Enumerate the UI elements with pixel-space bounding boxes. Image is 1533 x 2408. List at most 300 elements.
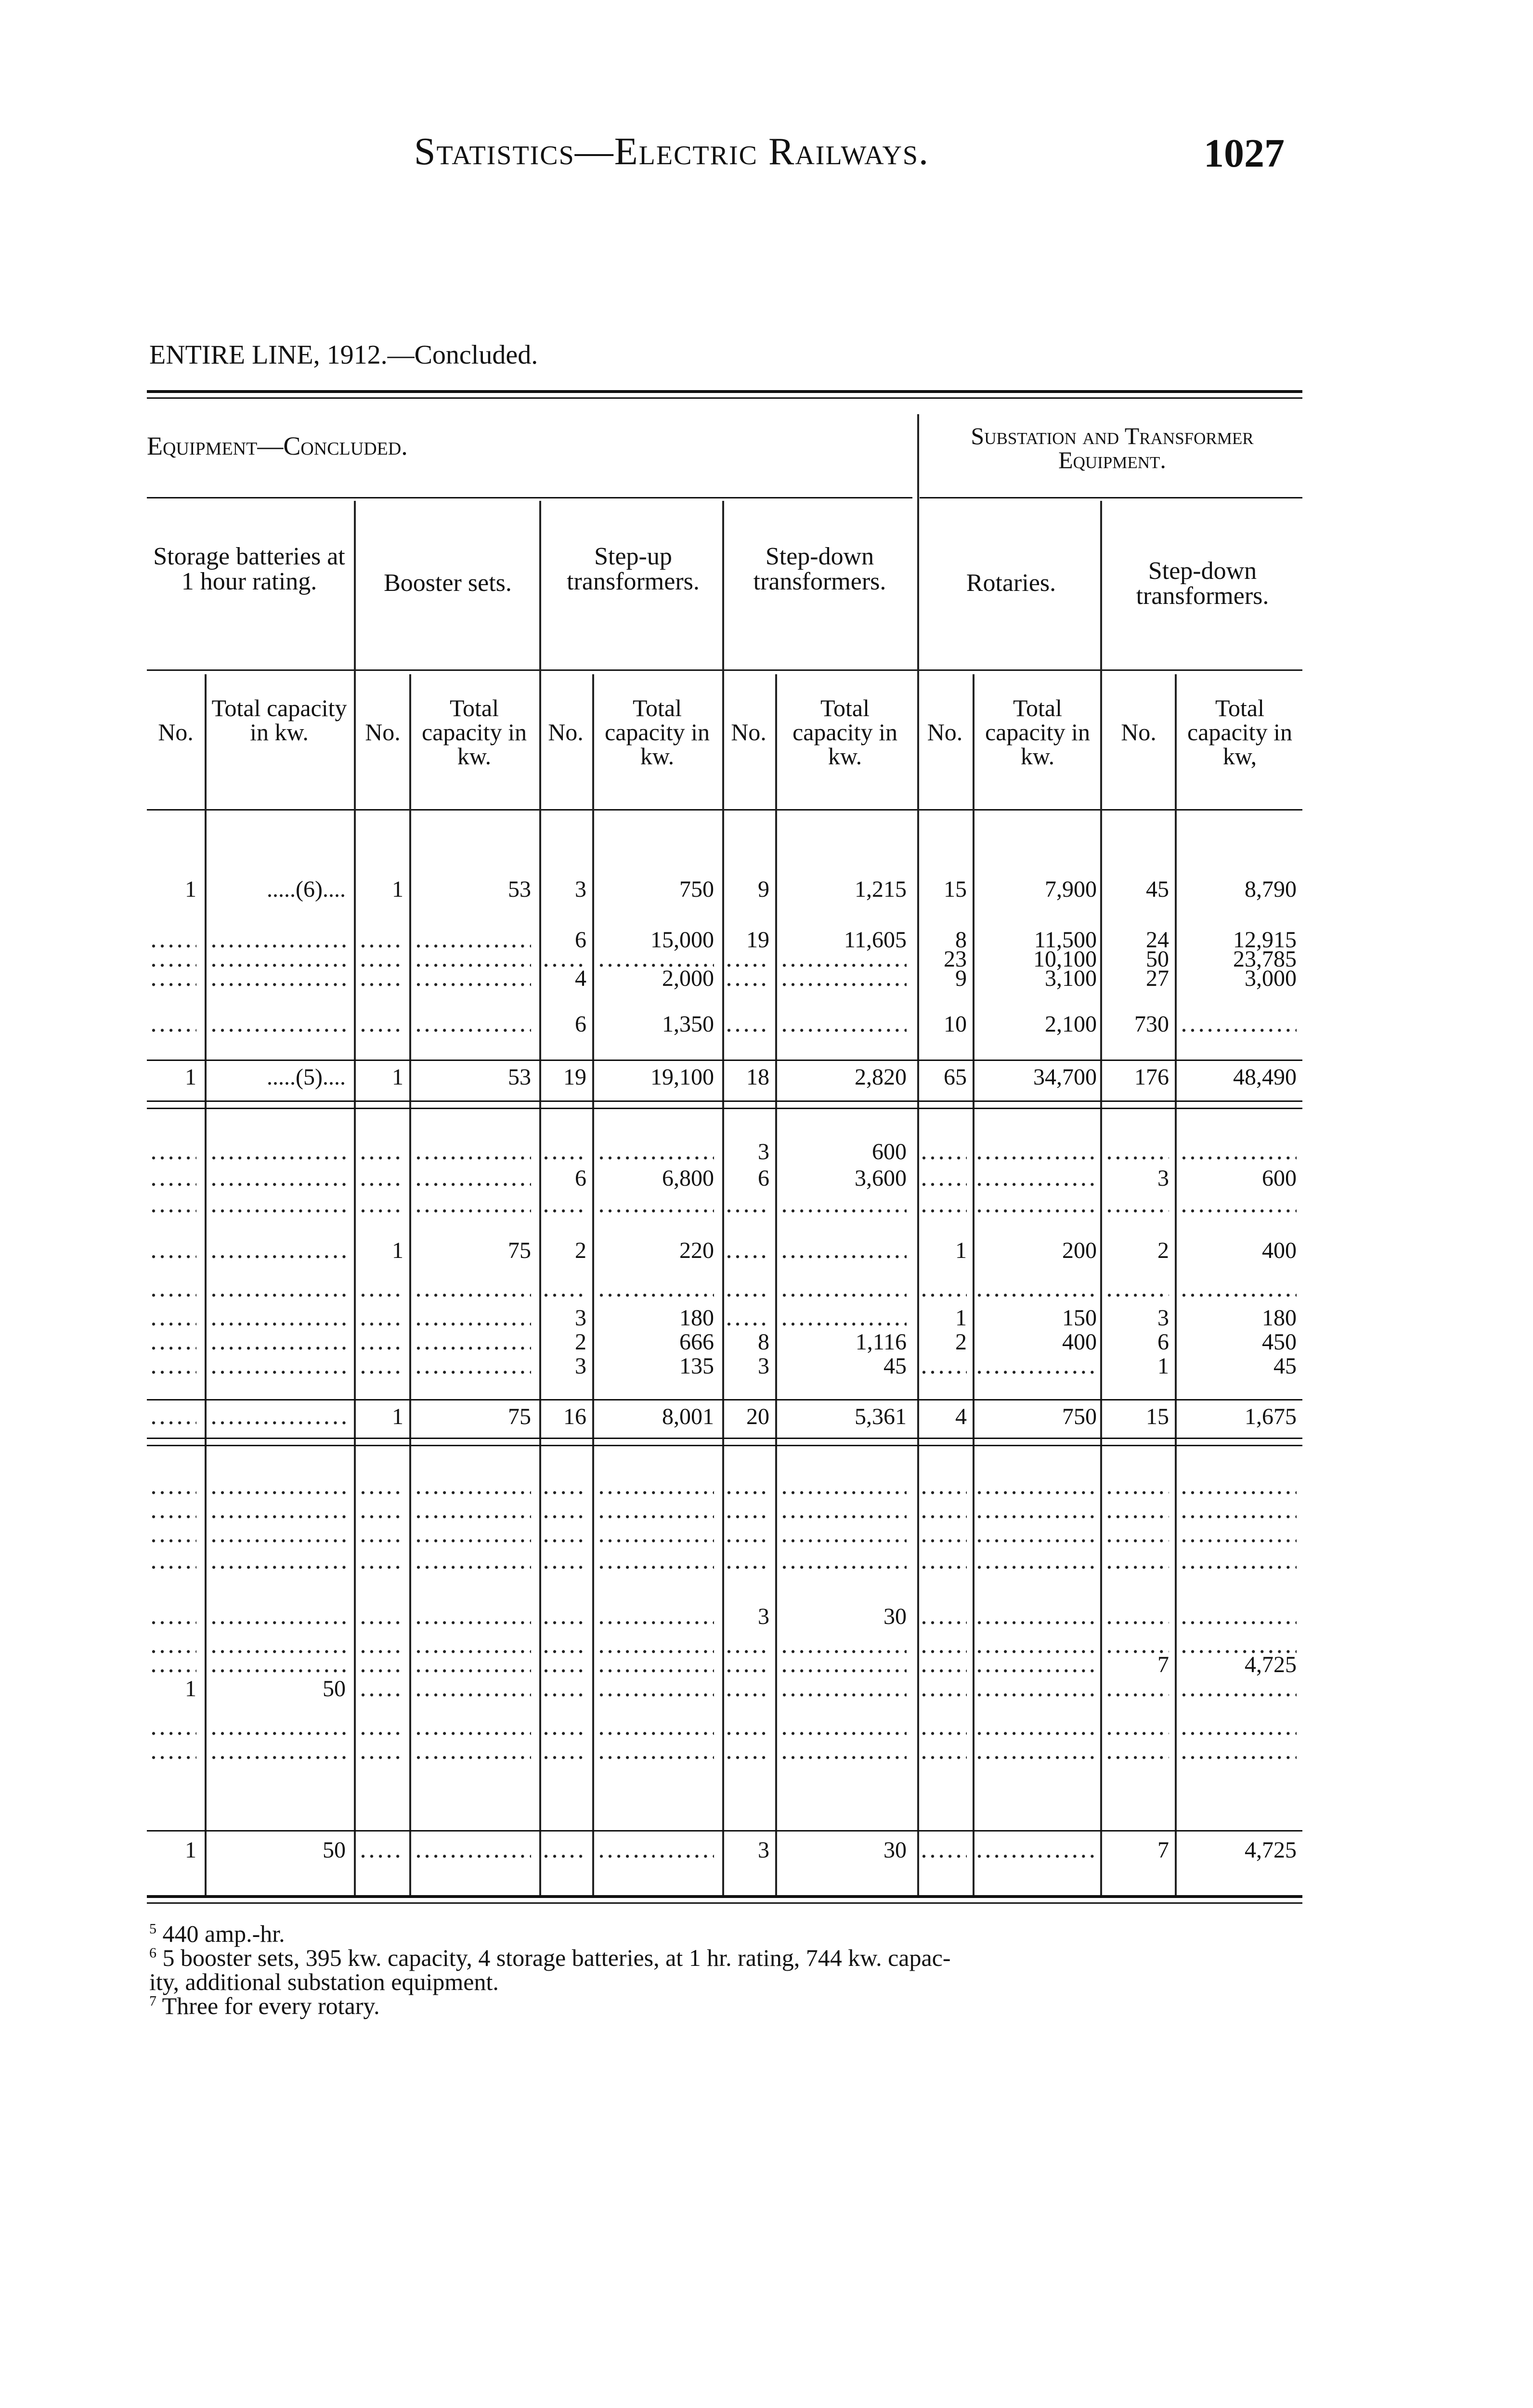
running-head	[414, 130, 929, 174]
table-cell	[975, 1676, 1097, 1702]
table-cell: 1	[392, 1064, 403, 1090]
table-cell	[150, 1498, 196, 1524]
table-cell	[975, 1192, 1097, 1218]
table-cell	[150, 1739, 196, 1765]
table-cell	[780, 1474, 907, 1500]
table-cell: 15,000	[650, 927, 714, 953]
table-cell	[1180, 1676, 1297, 1702]
table-cell	[210, 966, 346, 992]
vline	[539, 501, 541, 1898]
table-cell: 220	[679, 1238, 714, 1263]
table-cell: 53	[508, 1064, 531, 1090]
table-cell	[725, 1276, 769, 1302]
table-cell: 2	[1157, 1238, 1169, 1263]
table-cell: 16	[563, 1404, 586, 1429]
table-cell	[920, 1276, 967, 1302]
table-cell	[210, 1276, 346, 1302]
table-cell	[359, 1165, 403, 1191]
table-cell	[542, 1604, 586, 1630]
table-cell: 6	[1157, 1329, 1169, 1355]
table-cell: 75	[508, 1238, 531, 1263]
table-cell: 45	[1146, 877, 1169, 902]
table-cell: 4,725	[1245, 1652, 1297, 1677]
table-cell	[210, 1404, 346, 1430]
table-cell	[598, 1498, 714, 1524]
table-cell: 53	[508, 877, 531, 902]
table-cell: 7	[1157, 1837, 1169, 1863]
table-cell	[210, 1165, 346, 1191]
group-booster-sets: Booster sets.	[384, 569, 512, 597]
table-cell	[1105, 1139, 1169, 1165]
table-cell	[780, 1522, 907, 1548]
table-cell: 2,100	[1045, 1011, 1097, 1037]
table-cell	[780, 1548, 907, 1574]
table-cell	[598, 1837, 714, 1863]
table-cell: 3	[758, 1604, 769, 1629]
table-cell	[920, 1604, 967, 1630]
table-cell: 20	[746, 1404, 769, 1429]
table-cell: 2	[575, 1329, 586, 1355]
table-cell	[725, 1498, 769, 1524]
table-cell: 4	[575, 966, 586, 991]
table-cell: 3	[1157, 1305, 1169, 1331]
table-cell	[359, 966, 403, 992]
footnote-text: 440 amp.-hr.	[162, 1920, 285, 1947]
table-cell: .....(6)....	[267, 877, 346, 902]
table-cell	[359, 1192, 403, 1218]
table-cell: 48,490	[1233, 1064, 1297, 1090]
table-cell	[725, 1652, 769, 1678]
table-cell	[598, 1139, 714, 1165]
table-cell	[415, 966, 531, 992]
table-cell	[975, 1353, 1097, 1379]
table-cell	[780, 966, 907, 992]
table-cell: 1,350	[662, 1011, 714, 1037]
table-cell	[359, 1837, 403, 1863]
table-cell	[359, 1011, 403, 1037]
table-cell: 10,100	[1033, 946, 1097, 972]
table-cell: 75	[508, 1404, 531, 1429]
table-cell	[780, 1276, 907, 1302]
table-cell	[210, 1498, 346, 1524]
vline	[592, 674, 594, 1898]
table-cell	[359, 1714, 403, 1741]
table-cell	[542, 1139, 586, 1165]
table-cell	[210, 1192, 346, 1218]
table-cell: 6	[575, 1011, 586, 1037]
table-cell: 3	[758, 1837, 769, 1863]
col-no-2: No.	[365, 719, 401, 746]
table-cell: 450	[1262, 1329, 1297, 1355]
table-cell: 1,675	[1245, 1404, 1297, 1429]
table-cell: 2	[955, 1329, 967, 1355]
table-cell	[725, 966, 769, 992]
table-cell	[1180, 1604, 1297, 1630]
table-cell: 15	[1146, 1404, 1169, 1429]
table-cell: 400	[1262, 1238, 1297, 1263]
table-cell: 600	[1262, 1165, 1297, 1191]
table-cell: 19	[563, 1064, 586, 1090]
table-cell	[542, 1714, 586, 1741]
vline	[205, 674, 207, 1898]
table-cell	[975, 1165, 1097, 1191]
vline	[917, 414, 919, 1898]
table-cell	[975, 1739, 1097, 1765]
table-cell	[415, 1139, 531, 1165]
table-cell	[359, 1604, 403, 1630]
table-cell	[1180, 1474, 1297, 1500]
table-cell: 45	[883, 1353, 907, 1379]
table-cell	[210, 1714, 346, 1741]
table-cell	[542, 1498, 586, 1524]
vline	[1175, 674, 1177, 1898]
table-cell	[1105, 1522, 1169, 1548]
table-cell: 400	[1062, 1329, 1097, 1355]
table-cell: 3	[758, 1139, 769, 1165]
table-cell: 23	[944, 946, 967, 972]
table-cell: 1	[185, 1064, 196, 1090]
table-cell	[920, 1522, 967, 1548]
table-cell	[359, 1522, 403, 1548]
table-cell	[975, 1522, 1097, 1548]
table-cell	[542, 1474, 586, 1500]
vline	[1100, 501, 1102, 1898]
table-cell: 1	[392, 1404, 403, 1429]
table-cell: 6,800	[662, 1165, 714, 1191]
table-cell: 27	[1146, 966, 1169, 991]
table-cell	[780, 1676, 907, 1702]
table-cell	[542, 1739, 586, 1765]
table-cell	[920, 1498, 967, 1524]
table-cell: 30	[883, 1604, 907, 1629]
table-cell	[975, 1276, 1097, 1302]
table-cell	[1180, 1739, 1297, 1765]
table-cell	[780, 1714, 907, 1741]
footnote-5	[149, 1922, 285, 1946]
table-cell	[150, 1548, 196, 1574]
table-cell	[415, 1739, 531, 1765]
table-cell	[150, 1604, 196, 1630]
table-cell	[210, 1353, 346, 1379]
table-cell: 200	[1062, 1238, 1097, 1263]
total-rule	[147, 1445, 1302, 1446]
table-cell	[598, 1474, 714, 1500]
table-cell: 50	[323, 1676, 346, 1701]
footnote-text: 5 booster sets, 395 kw. capacity, 4 storage batteries, at 1 hr. rating, 744 kw. capac-	[162, 1944, 951, 1971]
footnote-6	[149, 1946, 951, 1970]
table-cell: 1	[392, 1238, 403, 1263]
bottom-rule-2	[147, 1902, 1302, 1904]
group-step-down-transformers: Step-down transformers.	[753, 543, 886, 595]
table-cell	[975, 1837, 1097, 1863]
table-cell	[975, 1498, 1097, 1524]
table-cell: 176	[1134, 1064, 1169, 1090]
table-cell	[150, 1329, 196, 1355]
table-cell	[1105, 1548, 1169, 1574]
table-cell: 2,000	[662, 966, 714, 991]
table-cell: 8	[758, 1329, 769, 1355]
col-total-4: Total capacity in kw.	[792, 694, 897, 770]
table-cell: 50	[1146, 946, 1169, 972]
table-cell: 3	[1157, 1165, 1169, 1191]
table-cell	[150, 1404, 196, 1430]
table-cell	[920, 1192, 967, 1218]
table-cell	[780, 1739, 907, 1765]
table-cell	[210, 1329, 346, 1355]
table-cell	[1105, 1676, 1169, 1702]
page-number: 1027	[1204, 131, 1285, 176]
table-cell: 2	[575, 1238, 586, 1263]
table-cell	[920, 1739, 967, 1765]
table-cell: 23,785	[1233, 946, 1297, 972]
table-cell	[210, 1011, 346, 1037]
table-cell	[542, 1837, 586, 1863]
table-cell	[150, 1714, 196, 1741]
table-cell	[598, 1548, 714, 1574]
total-rule	[147, 1438, 1302, 1439]
table-cell: 8,790	[1245, 877, 1297, 902]
substation-rule	[920, 497, 1302, 498]
group-rule	[147, 669, 1302, 671]
table-cell	[359, 1676, 403, 1702]
table-cell	[415, 1714, 531, 1741]
table-cell: 4,725	[1245, 1837, 1297, 1863]
table-cell	[1105, 1498, 1169, 1524]
table-cell	[920, 1139, 967, 1165]
col-no-6: No.	[1121, 719, 1156, 746]
table-cell	[415, 1276, 531, 1302]
table-cell	[359, 1739, 403, 1765]
table-cell	[975, 1139, 1097, 1165]
table-cell	[780, 1238, 907, 1264]
table-cell	[1180, 1498, 1297, 1524]
table-cell	[780, 1652, 907, 1678]
table-cell	[542, 1276, 586, 1302]
table-cell: 1,215	[855, 877, 907, 902]
table-cell	[210, 1139, 346, 1165]
table-cell	[359, 1353, 403, 1379]
table-cell: 45	[1273, 1353, 1297, 1379]
table-cell	[210, 1305, 346, 1331]
table-cell	[415, 1305, 531, 1331]
table-cell: 730	[1134, 1011, 1169, 1037]
table-cell	[150, 1011, 196, 1037]
table-cell	[415, 1522, 531, 1548]
table-cell	[542, 1652, 586, 1678]
table-cell: 18	[746, 1064, 769, 1090]
footnote-7	[149, 1994, 380, 2018]
table-cell	[725, 1192, 769, 1218]
table-cell	[920, 1474, 967, 1500]
table-cell: 19	[746, 927, 769, 953]
table-cell	[920, 1652, 967, 1678]
table-cell	[415, 1548, 531, 1574]
table-cell: 1,116	[855, 1329, 907, 1355]
table-cell: 666	[679, 1329, 714, 1355]
table-cell: 2,820	[855, 1064, 907, 1090]
table-cell	[725, 1474, 769, 1500]
table-cell	[150, 1305, 196, 1331]
table-cell	[415, 1604, 531, 1630]
table-cell	[150, 1139, 196, 1165]
table-cell	[150, 1474, 196, 1500]
table-cell	[780, 1498, 907, 1524]
table-cell: 3	[758, 1353, 769, 1379]
equipment-label: Equipment—Concluded.	[147, 432, 408, 460]
table-cell	[598, 1714, 714, 1741]
table-cell	[415, 1353, 531, 1379]
table-cell: 7,900	[1045, 877, 1097, 902]
total-rule	[147, 1830, 1302, 1832]
table-cell: 11,605	[844, 927, 907, 953]
table-cell	[1180, 1192, 1297, 1218]
table-cell	[975, 1714, 1097, 1741]
vline	[973, 674, 974, 1898]
table-cell: 9	[955, 966, 967, 991]
table-cell: 11,500	[1034, 927, 1097, 953]
table-cell	[542, 1522, 586, 1548]
table-cell	[780, 1305, 907, 1331]
table-cell	[725, 1548, 769, 1574]
table-cell	[359, 1329, 403, 1355]
col-total-2: Total capacity in kw.	[422, 694, 527, 770]
col-no-5: No.	[927, 719, 963, 746]
table-cell	[542, 1192, 586, 1218]
footnote-text: Three for every rotary.	[162, 1992, 380, 2019]
table-cell	[210, 1474, 346, 1500]
table-cell: 65	[944, 1064, 967, 1090]
table-cell: 1	[955, 1238, 967, 1263]
table-cell	[975, 1548, 1097, 1574]
table-cell	[150, 1192, 196, 1218]
table-cell	[598, 1522, 714, 1548]
col-no-4: No.	[731, 719, 766, 746]
table-cell: 34,700	[1033, 1064, 1097, 1090]
footnote-text: ity, additional substation equipment.	[149, 1968, 499, 1995]
table-cell: 3,000	[1245, 966, 1297, 991]
table-cell	[1105, 1739, 1169, 1765]
table-cell: 3,100	[1045, 966, 1097, 991]
table-cell	[1180, 1714, 1297, 1741]
substation-label: Substation and Transformer Equipment.	[971, 422, 1254, 473]
table-cell	[359, 1548, 403, 1574]
table-cell	[210, 1238, 346, 1264]
total-rule	[147, 1108, 1302, 1109]
footnote-mark: 6	[149, 1945, 156, 1961]
subheader-rule	[147, 809, 1302, 811]
table-cell: 19,100	[650, 1064, 714, 1090]
table-cell: 9	[758, 877, 769, 902]
col-total-3: Total capacity in kw.	[605, 694, 710, 770]
table-cell	[920, 1353, 967, 1379]
table-cell: 24	[1146, 927, 1169, 953]
table-cell	[150, 1276, 196, 1302]
table-cell	[1105, 1192, 1169, 1218]
top-rule-2	[147, 397, 1302, 399]
table-cell: 5,361	[855, 1404, 907, 1429]
table-cell: 750	[1062, 1404, 1097, 1429]
table-cell	[725, 1238, 769, 1264]
table-cell	[598, 1604, 714, 1630]
table-cell	[415, 1165, 531, 1191]
col-total-6: Total capacity in kw,	[1187, 694, 1292, 770]
table-cell: 4	[955, 1404, 967, 1429]
table-cell	[210, 1522, 346, 1548]
footnote-mark: 7	[149, 1993, 156, 2009]
table-cell: 50	[323, 1837, 346, 1863]
table-cell: 3,600	[855, 1165, 907, 1191]
table-cell: 3	[575, 1353, 586, 1379]
table-cell: 1	[185, 877, 196, 902]
col-total-1: Total capacity in kw.	[211, 694, 347, 746]
table-cell	[542, 1548, 586, 1574]
vline	[409, 674, 411, 1898]
table-cell	[150, 966, 196, 992]
equipment-rule	[147, 497, 912, 498]
table-cell	[150, 1238, 196, 1264]
top-rule	[147, 390, 1302, 393]
table-cell	[1180, 1139, 1297, 1165]
table-cell: 8	[955, 927, 967, 953]
col-total-5: Total capacity in kw.	[985, 694, 1090, 770]
table-cell: 135	[679, 1353, 714, 1379]
group-rotaries: Rotaries.	[966, 569, 1056, 597]
table-cell: 1	[392, 877, 403, 902]
table-cell	[1180, 1011, 1297, 1037]
table-cell: 1	[1157, 1353, 1169, 1379]
table-cell	[359, 1305, 403, 1331]
table-cell: 1	[185, 1676, 196, 1701]
table-cell	[359, 1498, 403, 1524]
table-cell	[415, 1474, 531, 1500]
table-cell	[415, 1329, 531, 1355]
table-cell: 180	[679, 1305, 714, 1331]
table-cell	[920, 1676, 967, 1702]
table-cell	[359, 1474, 403, 1500]
table-cell	[359, 1652, 403, 1678]
table-cell	[1105, 1714, 1169, 1741]
col-no-1: No.	[158, 719, 194, 746]
table-cell: 6	[575, 1165, 586, 1191]
table-cell	[415, 1676, 531, 1702]
table-cell	[598, 1739, 714, 1765]
running-head-text: Statistics—Electric Railways.	[414, 131, 930, 173]
table-cell: 180	[1262, 1305, 1297, 1331]
table-cell	[725, 1522, 769, 1548]
table-cell	[415, 1837, 531, 1863]
table-cell	[598, 1192, 714, 1218]
vline	[775, 674, 777, 1898]
table-cell	[920, 1165, 967, 1191]
table-cell	[210, 1548, 346, 1574]
table-cell: 8,001	[662, 1404, 714, 1429]
table-cell	[1180, 1276, 1297, 1302]
table-cell	[598, 1676, 714, 1702]
vline	[354, 501, 356, 1898]
table-cell: 15	[944, 877, 967, 902]
table-cell	[415, 1652, 531, 1678]
table-cell	[975, 1604, 1097, 1630]
section-title: ENTIRE LINE, 1912.—Concluded.	[149, 340, 538, 370]
table-cell	[725, 1305, 769, 1331]
table-cell	[780, 1011, 907, 1037]
table-cell	[725, 1739, 769, 1765]
table-cell	[210, 1604, 346, 1630]
table-cell: .....(5)....	[267, 1064, 346, 1090]
table-cell: 750	[679, 877, 714, 902]
total-rule	[147, 1100, 1302, 1102]
table-cell	[1105, 1474, 1169, 1500]
